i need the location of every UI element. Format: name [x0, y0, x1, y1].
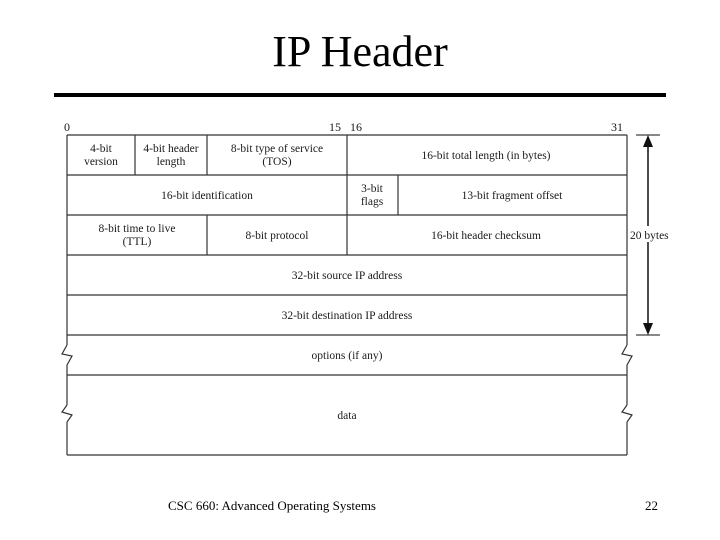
options-label: options (if any)	[311, 350, 383, 362]
version-label-2: version	[84, 156, 118, 168]
protocol-label: 8-bit protocol	[245, 230, 309, 242]
tos-label-2: (TOS)	[262, 156, 292, 168]
header-grid	[62, 135, 632, 455]
header-length-label-1: 4-bit header	[143, 143, 199, 155]
bit-label-16: 16	[350, 120, 362, 134]
bit-label-0: 0	[64, 120, 70, 134]
bit-label-15: 15	[329, 120, 341, 134]
data-label: data	[337, 410, 357, 422]
slide-page-number: 22	[645, 498, 658, 513]
total-length-label: 16-bit total length (in bytes)	[421, 150, 551, 162]
ttl-label-2: (TTL)	[122, 236, 152, 248]
bit-label-31: 31	[611, 120, 623, 134]
ttl-label-1: 8-bit time to live	[98, 223, 176, 235]
version-label-1: 4-bit	[90, 143, 112, 155]
source-ip-label: 32-bit source IP address	[291, 270, 403, 282]
break-mark-left-data	[62, 405, 72, 422]
tos-label-1: 8-bit type of service	[230, 143, 324, 155]
fragment-offset-label: 13-bit fragment offset	[461, 190, 563, 202]
slide-title: IP Header	[272, 27, 448, 76]
break-mark-right-data	[622, 405, 632, 422]
size-annotation-label: 20 bytes	[630, 230, 669, 242]
flags-label-1: 3-bit	[361, 183, 383, 195]
header-length-label-2: length	[156, 156, 186, 168]
break-mark-left-options	[62, 345, 72, 365]
destination-ip-label: 32-bit destination IP address	[281, 310, 413, 322]
identification-label: 16-bit identification	[161, 190, 253, 202]
checksum-label: 16-bit header checksum	[431, 230, 541, 242]
break-mark-right-options	[622, 345, 632, 365]
flags-label-2: flags	[360, 196, 384, 208]
footer-course-name: CSC 660: Advanced Operating Systems	[168, 498, 376, 513]
